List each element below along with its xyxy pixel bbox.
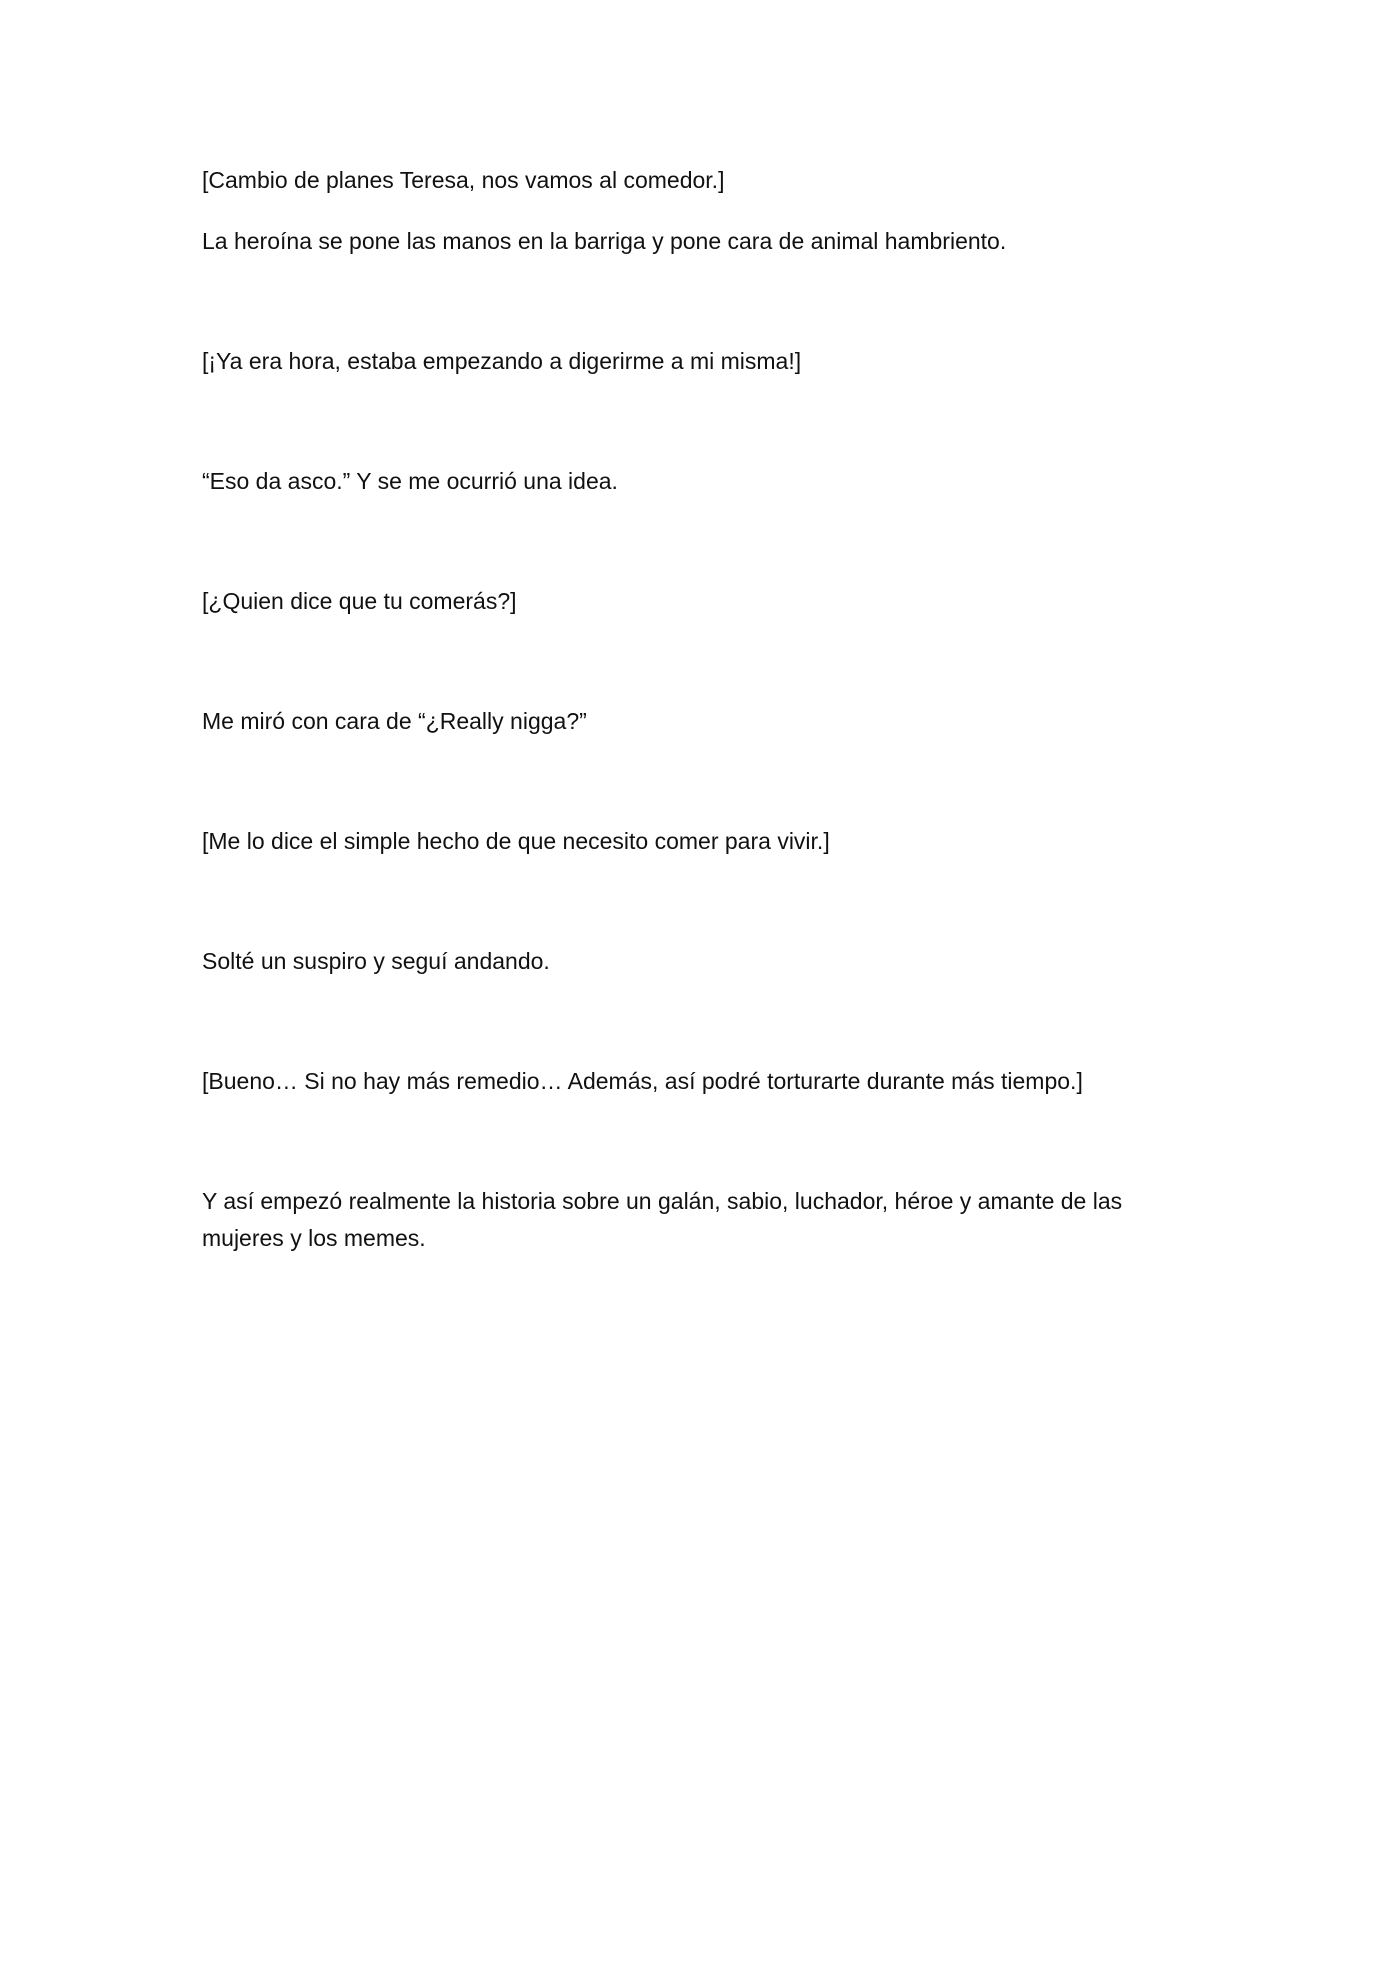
document-body	[202, 162, 1202, 1257]
paragraph-spacing	[202, 199, 1202, 223]
paragraph-spacing	[202, 980, 1202, 1063]
paragraph-spacing	[202, 380, 1202, 463]
paragraph: Y así empezó realmente la historia sobre un galán, sabio, luchador, héroe y amante de las mujeres y los memes.	[202, 1188, 1123, 1251]
paragraph: Solté un suspiro y seguí andando.	[202, 948, 550, 974]
paragraph: [¡Ya era hora, estaba empezando a digerirme a mi misma!]	[202, 348, 802, 374]
paragraph-spacing	[202, 1100, 1202, 1183]
paragraph-spacing	[202, 740, 1202, 823]
paragraph-spacing	[202, 500, 1202, 583]
paragraph: [Cambio de planes Teresa, nos vamos al comedor.]	[202, 167, 725, 193]
paragraph-spacing	[202, 860, 1202, 943]
paragraph: [¿Quien dice que tu comerás?]	[202, 588, 517, 614]
paragraph: [Me lo dice el simple hecho de que necesito comer para vivir.]	[202, 828, 830, 854]
paragraph: [Bueno… Si no hay más remedio… Además, así podré torturarte durante más tiempo.]	[202, 1068, 1083, 1094]
paragraph: Me miró con cara de “¿Really nigga?”	[202, 708, 587, 734]
paragraph: La heroína se pone las manos en la barriga y pone cara de animal hambriento.	[202, 228, 1007, 254]
paragraph: “Eso da asco.” Y se me ocurrió una idea.	[202, 468, 618, 494]
paragraph-spacing	[202, 260, 1202, 343]
paragraph-spacing	[202, 620, 1202, 703]
